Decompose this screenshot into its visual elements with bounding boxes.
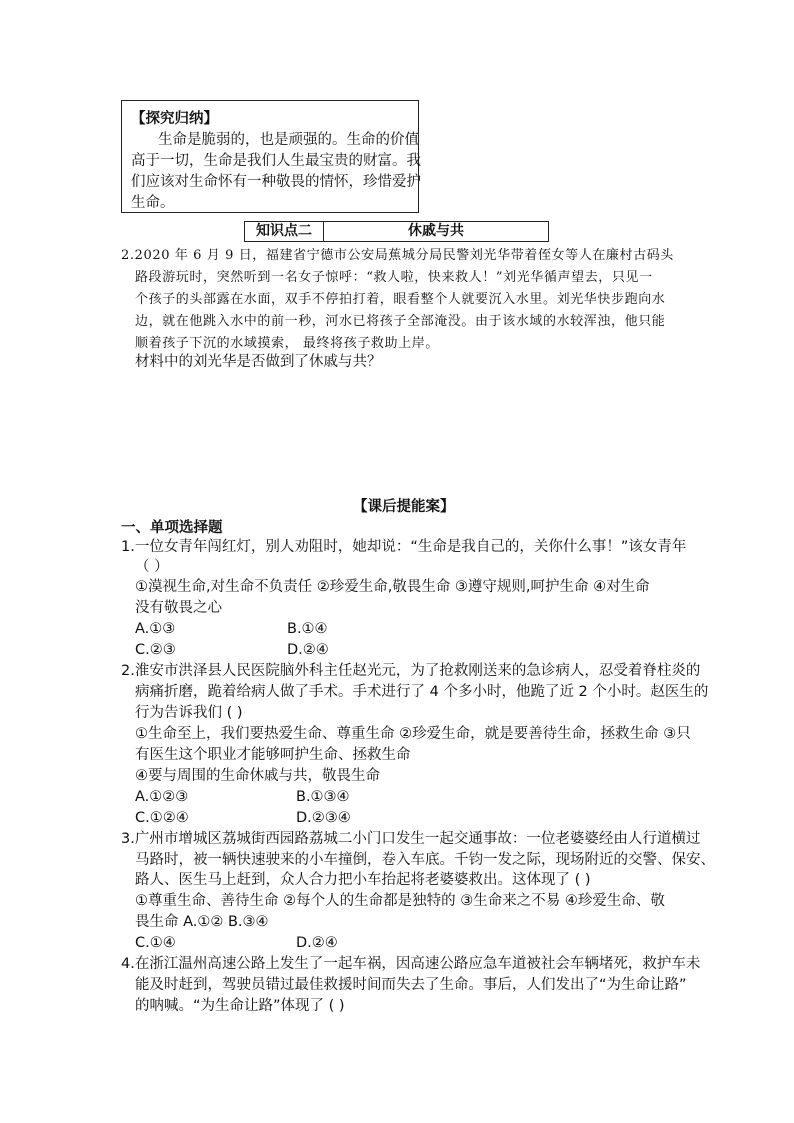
question-2-option-d: D.②③④	[296, 810, 351, 826]
question-1-answer-blank: （ ）	[135, 559, 169, 575]
question-1-statements: 没有敬畏之心	[135, 600, 222, 616]
question-4-stem: 4.在浙江温州高速公路上发生了一起车祸，因高速公路应急车道被社会车辆堵死，救护车未	[121, 956, 701, 972]
question-2-statements: ④要与周围的生命休戚与共，敬畏生命	[135, 768, 380, 784]
summary-line: 生命。	[131, 195, 175, 211]
question-2-stem: 2.淮安市洪泽县人民医院脑外科主任赵光元，为了抢救刚送来的急诊病人，忍受着脊柱炎的	[121, 663, 701, 679]
question-2-option-b: B.①③④	[296, 789, 350, 805]
question-1-option-b: B.①④	[287, 621, 328, 637]
part-title: 一、单项选择题	[121, 520, 223, 536]
knowledge-point-label: 知识点二	[245, 222, 324, 241]
question-2-stem: 病痛折磨，跪着给病人做了手术。手术进行了 4 个多小时，他跪了近 2 个小时。赵医生的	[135, 684, 709, 700]
question-2-stem: 行为告诉我们 ( )	[135, 705, 243, 721]
material-line: 路段游玩时，突然听到一名女子惊呼：“救人啦，快来救人！”刘光华循声望去，只见一	[135, 270, 653, 285]
question-1-statements: ①漠视生命,对生命不负责任 ②珍爱生命,敬畏生命 ③遵守规则,呵护生命 ④对生命	[135, 579, 650, 595]
question-3-statements: ①尊重生命、善待生命 ②每个人的生命都是独特的 ③生命来之不易 ④珍爱生命、敬	[135, 893, 665, 909]
question-4-stem: 能及时赶到，驾驶员错过最佳救援时间而失去了生命。事后，人们发出了“为生命让路”	[135, 977, 687, 993]
knowledge-point-title: 休戚与共	[408, 223, 464, 239]
material-question: 材料中的刘光华是否做到了休戚与共？	[135, 354, 382, 370]
material-line: 2.2020 年 6 月 9 日，福建省宁德市公安局蕉城分局民警刘光华带着侄女等人在廉村古码头	[121, 248, 674, 263]
question-2-option-a: A.①②③	[135, 789, 189, 805]
summary-line: 高于一切，生命是我们人生最宝贵的财富。我	[131, 153, 421, 169]
question-2-statements: 有医生这个职业才能够呵护生命、拯救生命	[135, 747, 411, 763]
summary-box	[121, 100, 419, 213]
knowledge-point-table	[244, 221, 549, 242]
material-line: 边，就在他跳入水中的前一秒，河水已将孩子全部淹没。由于该水域的水较浑浊，他只能	[135, 314, 666, 329]
question-3-option-d: D.②④	[296, 935, 338, 951]
question-4-stem: 的呐喊。“为生命让路”体现了 ( )	[135, 998, 345, 1014]
question-3-stem: 3.广州市增城区荔城街西园路荔城二小门口发生一起交通事故：一位老婆婆经由人行道横过	[121, 831, 701, 847]
material-line: 个孩子的头部露在水面，双手不停拍打着，眼看整个人就要沉入水里。刘光华快步跑向水	[135, 292, 666, 307]
summary-line: 们应该对生命怀有一种敬畏的情怀，珍惜爱护	[131, 174, 421, 190]
question-3-stem: 马路时，被一辆快速驶来的小车撞倒，卷入车底。千钧一发之际，现场附近的交警、保安、	[135, 852, 715, 868]
question-1-option-a: A.①③	[135, 621, 176, 637]
summary-line: 生命是脆弱的，也是顽强的。生命的价值	[158, 132, 419, 148]
question-1-option-c: C.②③	[135, 642, 176, 658]
material-line: 顺着孩子下沉的水域摸索， 最终将孩子救助上岸。	[135, 336, 439, 351]
question-2-statements: ①生命至上，我们要热爱生命、尊重生命 ②珍爱生命，就是要善待生命，拯救生命 ③只	[135, 726, 691, 742]
question-3-stem: 路人、医生马上赶到，众人合力把小车抬起将老婆婆救出。这体现了 ( )	[135, 872, 591, 888]
question-1-option-d: D.②④	[287, 642, 329, 658]
question-2-option-c: C.①②④	[135, 810, 189, 826]
question-1-stem: 1.一位女青年闯红灯，别人劝阻时，她却说：“生命是我自己的，关你什么事！”该女青年	[121, 539, 687, 555]
section-title: 【课后提能案】	[353, 499, 455, 515]
question-3-statements: 畏生命 A.①② B.③④	[135, 914, 269, 930]
question-3-option-c: C.①④	[135, 935, 176, 951]
summary-heading: 【探究归纳】	[131, 111, 218, 127]
